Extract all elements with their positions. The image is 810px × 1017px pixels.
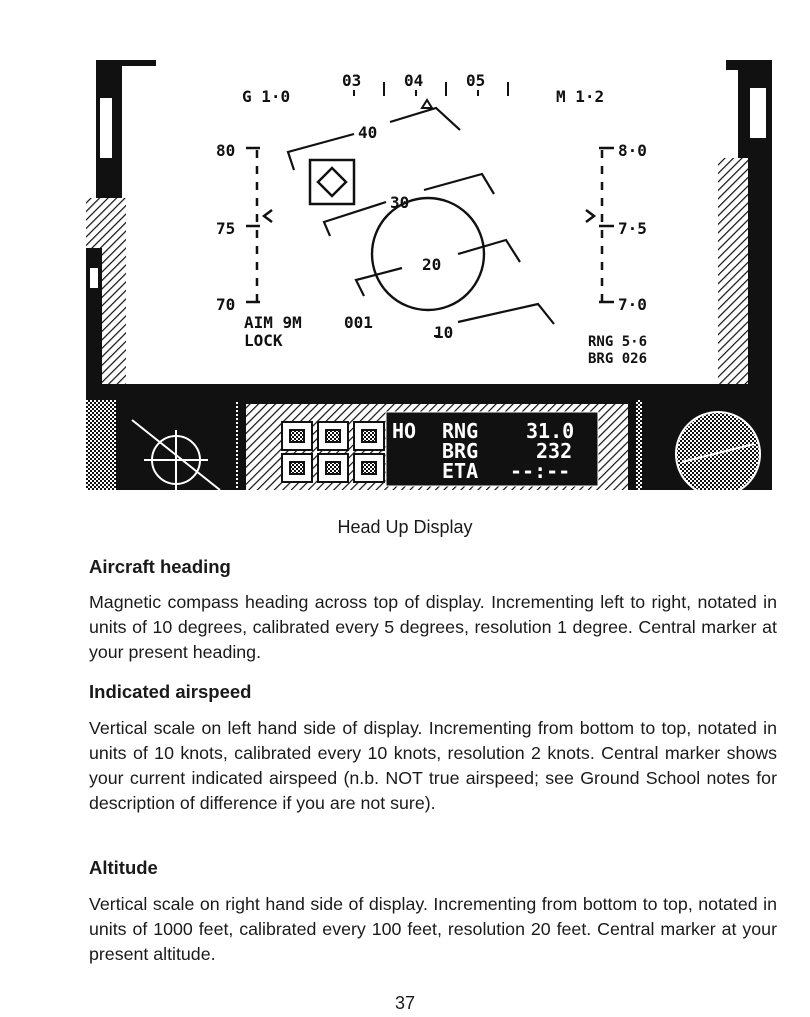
weapon-lock: LOCK: [244, 331, 283, 350]
nav-range-label: RNG: [442, 419, 479, 443]
cockpit-dashboard: [86, 384, 772, 490]
altitude-marker-icon: [586, 210, 594, 222]
heading-tick-04: 04: [404, 71, 424, 90]
page-number: 37: [394, 993, 416, 1013]
heading-marker-icon: [422, 100, 432, 108]
heading-tick-05: 05: [466, 71, 486, 90]
section-body-aircraft-heading: Magnetic compass heading across top of display. Incrementing left to right, notated in units of 10 degrees, calibrated every 5 degrees, resolution 1 degree. Central marker at your present heading.: [89, 592, 777, 662]
section-heading-indicated-airspeed: Indicated airspeed: [89, 681, 252, 702]
nav-bearing-label: BRG: [442, 439, 479, 463]
figure-caption: Head Up Display: [337, 517, 473, 537]
section-heading-aircraft-heading: Aircraft heading: [89, 556, 231, 577]
weapon-count: 001: [344, 313, 373, 332]
heading-tape: [242, 71, 604, 108]
target-bearing: BRG 026: [588, 351, 648, 367]
left-canopy-frame: [86, 60, 156, 398]
nav-eta-label: ETA: [442, 459, 479, 483]
weapon-type: AIM 9M: [244, 313, 302, 332]
airspeed-scale: [216, 141, 272, 314]
pitch-label-20: 20: [422, 255, 442, 274]
heading-tick-03: 03: [342, 71, 362, 90]
g-load-readout: G 1·0: [242, 87, 291, 106]
weapon-status: [244, 313, 373, 350]
airspeed-label-75: 75: [216, 219, 236, 238]
pitch-ladder: [288, 108, 554, 324]
mach-readout: M 1·2: [556, 87, 605, 106]
hud-figure: [86, 58, 772, 490]
nav-eta-value: --:--: [510, 459, 571, 483]
nav-range-value: 31.0: [526, 419, 575, 443]
waypoint-label: HO: [392, 419, 417, 443]
airspeed-marker-icon: [264, 210, 272, 222]
target-designator-box: [310, 160, 354, 204]
section-body-altitude: Vertical scale on right hand side of display. Incrementing from bottom to top, notated in units of 1000 feet, calibrated every 100 feet, resolution 20 feet. Central marker at your present altitude.: [89, 894, 777, 964]
aiming-circle: [372, 198, 484, 310]
pitch-label-40: 40: [358, 123, 378, 142]
right-canopy-frame: [718, 60, 772, 390]
attitude-gauge: [676, 412, 760, 490]
pitch-label-30: 30: [390, 193, 410, 212]
target-info: [588, 334, 647, 367]
airspeed-label-80: 80: [216, 141, 236, 160]
altitude-scale: [586, 141, 647, 314]
target-range: RNG 5·6: [588, 334, 648, 350]
airspeed-label-70: 70: [216, 295, 236, 314]
section-body-indicated-airspeed: Vertical scale on left hand side of display. Incrementing from bottom to top, notated in units of 10 knots, calibrated every 10 knots, resolution 2 knots. Central marker shows your current indicated airspeed (n.b. NOT true airspeed; see Ground School notes for description of difference if you are not sure).: [89, 718, 777, 813]
section-heading-altitude: Altitude: [89, 857, 158, 878]
altitude-label-7-5: 7·5: [618, 219, 647, 238]
altitude-label-8-0: 8·0: [618, 141, 647, 160]
nav-bearing-value: 232: [536, 439, 573, 463]
pitch-label-10: 10: [434, 323, 454, 342]
altitude-label-7-0: 7·0: [618, 295, 647, 314]
